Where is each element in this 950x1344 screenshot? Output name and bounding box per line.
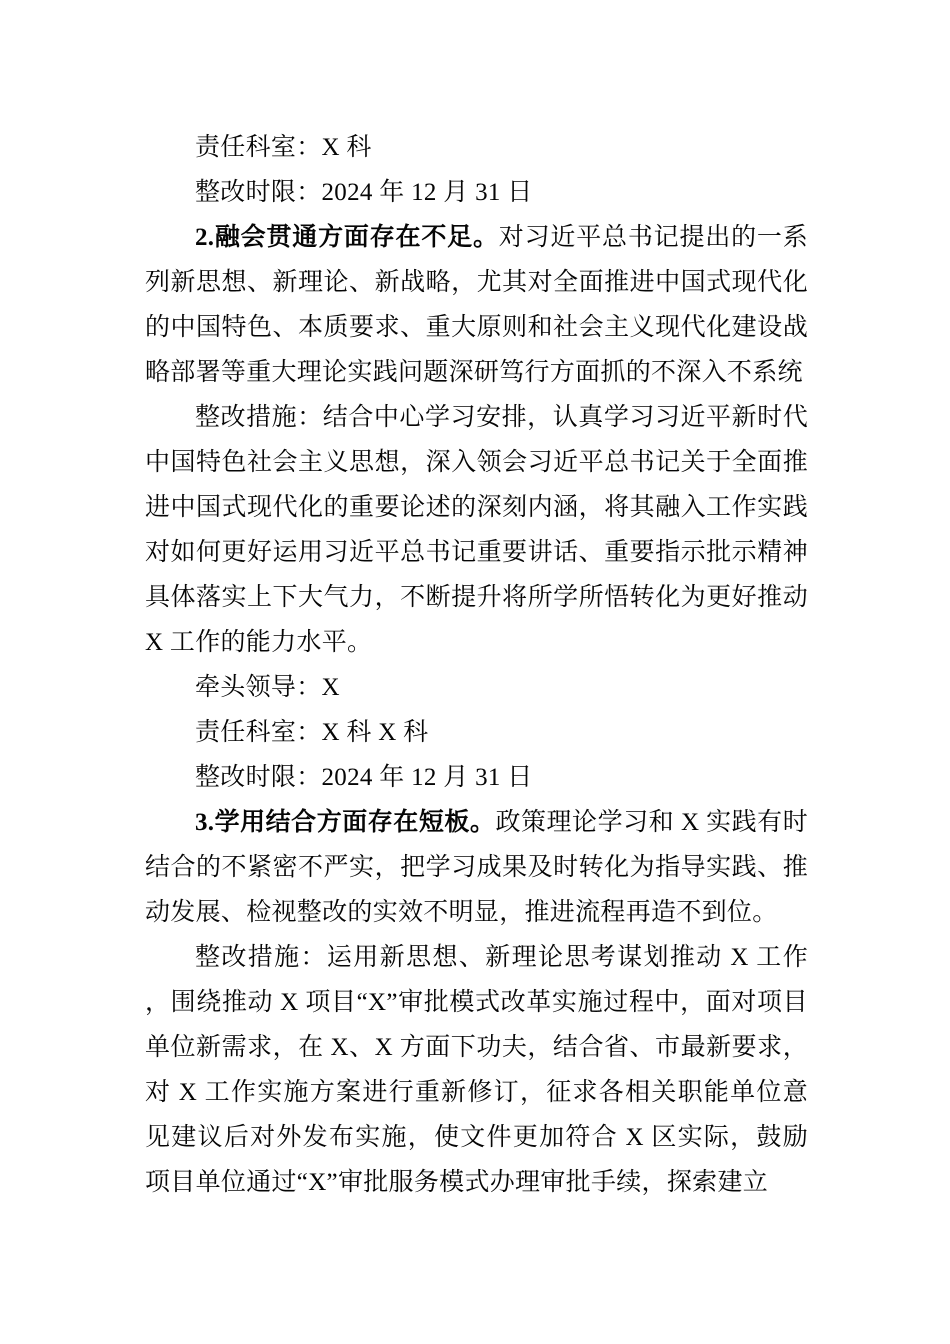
paragraph-text: 整改时限：2024 年 12 月 31 日 (195, 179, 533, 206)
issue-3-body: 政策理论学习和 X 实践有时结合的不紧密不严实，把学习成果及时转化为指导实践、推动发展、检视整改的实效不明显，推进流程再造不到位。 (145, 809, 808, 926)
paragraph-rectification-measures-3 (145, 935, 808, 1205)
paragraph-text: 整改时限：2024 年 12 月 31 日 (195, 764, 533, 791)
paragraph-text: 整改措施：结合中心学习安排，认真学习习近平新时代中国特色社会主义思想，深入领会习近平总书记关于全面推进中国式现代化的重要论述的深刻内涵，将其融入工作实践对如何更好运用习近平总书记重要讲话、重要指示批示精神具体落实上下大气力，不断提升将所学所悟转化为更好推动 X 工作的能力水平。 (145, 404, 808, 656)
paragraph-responsible-section-2 (145, 710, 808, 755)
paragraph-responsible-section-1 (145, 125, 808, 170)
document-text-block (145, 125, 808, 1205)
paragraph-rectification-measures-2 (145, 395, 808, 665)
paragraph-text: 牵头领导：X (195, 674, 340, 701)
paragraph-rectification-deadline-2 (145, 755, 808, 800)
paragraph-issue-3 (145, 800, 808, 935)
paragraph-text: 整改措施：运用新思想、新理论思考谋划推动 X 工作，围绕推动 X 项目“X”审批模式改革实施过程中，面对项目单位新需求，在 X、X 方面下功夫，结合省、市最新要求，对 X 工作实施方案进行重新修订，征求各相关职能单位意见建议后对外发布实施，使文件更加符合 X 区实际，鼓励项目单位通过“X”审批服务模式办理审批手续，探索建立 (145, 944, 808, 1196)
paragraph-text: 责任科室：X 科 X 科 (195, 719, 429, 746)
paragraph-rectification-deadline-1 (145, 170, 808, 215)
paragraph-text: 责任科室：X 科 (195, 134, 372, 161)
issue-2-body: 对习近平总书记提出的一系列新思想、新理论、新战略，尤其对全面推进中国式现代化的中国特色、本质要求、重大原则和社会主义现代化建设战略部署等重大理论实践问题深研笃行方面抓的不深入不系统 (145, 224, 808, 386)
paragraph-issue-2 (145, 215, 808, 395)
issue-2-heading: 2.融会贯通方面存在不足。 (195, 224, 499, 251)
paragraph-lead-leader-2 (145, 665, 808, 710)
issue-3-heading: 3.学用结合方面存在短板。 (195, 809, 496, 836)
